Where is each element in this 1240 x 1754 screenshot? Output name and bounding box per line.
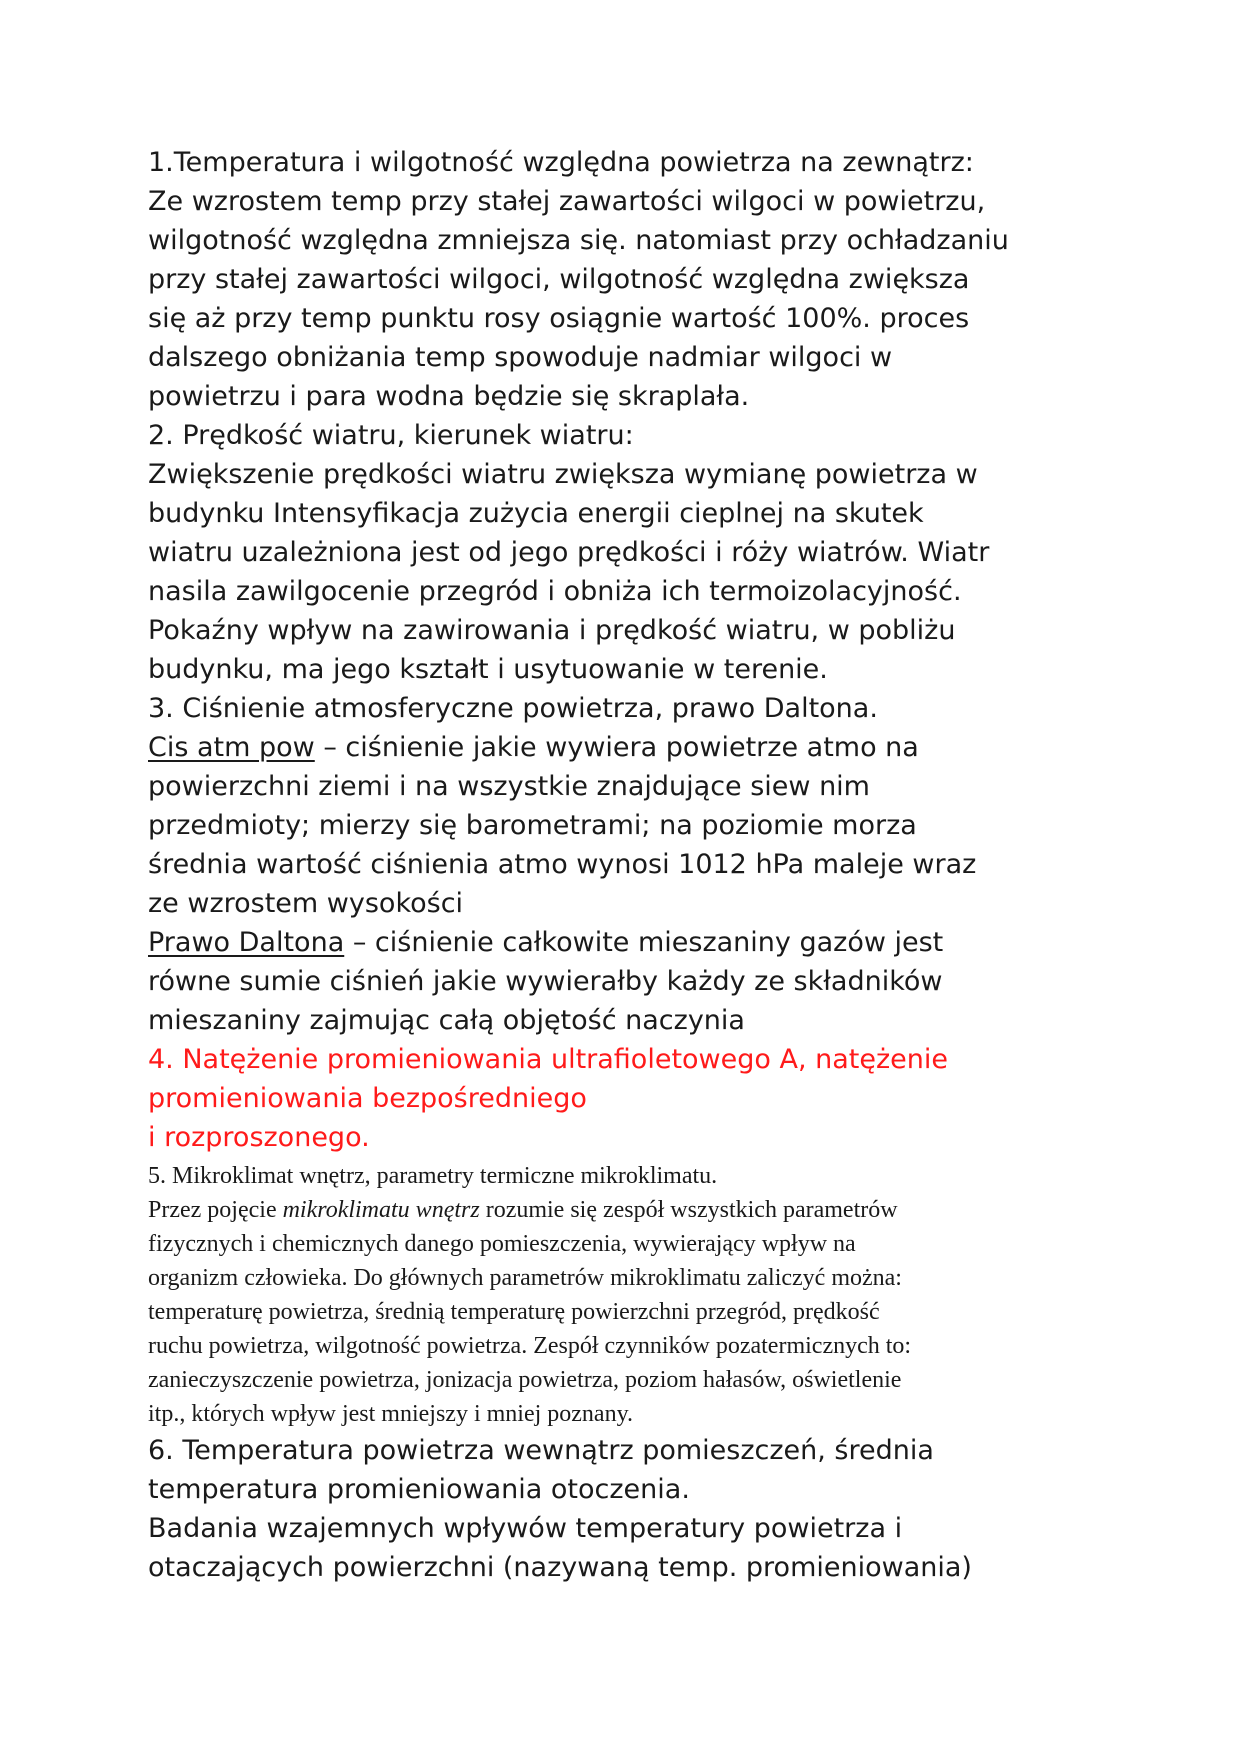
term-prawo-daltona: Prawo Daltona [148,927,345,958]
section-2-line: budynku, ma jego kształt i usytuowanie w terenie. [148,654,828,685]
section-1-line: powietrzu i para wodna będzie się skraplała. [148,381,750,412]
section-6-heading: 6. Temperatura powietrza wewnątrz pomieszczeń, średnia [148,1435,934,1466]
section-1-line: przy stałej zawartości wilgoci, wilgotność względna zwiększa [148,264,970,295]
section-1-line: wilgotność względna zmniejsza się. natomiast przy ochładzaniu [148,225,1009,256]
section-2-line: budynku Intensyfikacja zużycia energii cieplnej na skutek [148,498,924,529]
section-5-line: itp., których wpływ jest mniejszy i mniej poznany. [148,1401,634,1427]
section-2-line: nasila zawilgocenie przegród i obniża ich termoizolacyjność. [148,576,962,607]
section-3-heading: 3. Ciśnienie atmosferyczne powietrza, prawo Daltona. [148,693,878,724]
definition-text: – ciśnienie całkowite mieszaniny gazów jest [344,927,944,958]
section-2-line: wiatru uzależniona jest od jego prędkości i róży wiatrów. Wiatr [148,537,990,568]
section-4 [148,1040,1148,1157]
section-5 [148,1159,1148,1431]
section-2-heading: 2. Prędkość wiatru, kierunek wiatru: [148,420,634,451]
section-3 [148,689,1148,1040]
definition-text: – ciśnienie jakie wywiera powietrze atmo na [314,732,919,763]
emphasized-term: mikroklimatu wnętrz [282,1197,480,1223]
section-3-line: równe sumie ciśnień jakie wywierałby każdy ze składników [148,966,943,997]
section-3-definition-1 [148,728,1148,767]
section-5-heading: 5. Mikroklimat wnętrz, parametry termiczne mikroklimatu. [148,1163,718,1189]
section-4-line: promieniowania bezpośredniego [148,1083,587,1114]
section-5-line: fizycznych i chemicznych danego pomieszczenia, wywierający wpływ na [148,1231,856,1257]
section-1-heading: 1.Temperatura i wilgotność względna powietrza na zewnątrz: [148,147,974,178]
section-3-line: mieszaniny zajmując całą objętość naczynia [148,1005,745,1036]
section-6 [148,1431,1148,1587]
section-3-line: przedmioty; mierzy się barometrami; na poziomie morza [148,810,917,841]
section-5-line: temperaturę powietrza, średnią temperaturę powierzchni przegród, prędkość [148,1299,880,1325]
section-5-line [148,1193,1148,1227]
section-4-line: i rozproszonego. [148,1122,370,1153]
section-5-line: organizm człowieka. Do głównych parametrów mikroklimatu zaliczyć można: [148,1265,902,1291]
text-fragment: Przez pojęcie [148,1197,283,1223]
text-fragment: rozumie się zespół wszystkich parametrów [479,1197,898,1223]
section-6-line: otaczających powierzchni (nazywaną temp. promieniowania) [148,1552,972,1583]
section-3-definition-2 [148,923,1148,962]
section-1-line: Ze wzrostem temp przy stałej zawartości wilgoci w powietrzu, [148,186,986,217]
section-3-line: ze wzrostem wysokości [148,888,464,919]
section-2-line: Pokaźny wpływ na zawirowania i prędkość wiatru, w pobliżu [148,615,956,646]
section-1 [148,143,1148,416]
section-1-line: się aż przy temp punktu rosy osiągnie wartość 100%. proces [148,303,970,334]
section-2-line: Zwiększenie prędkości wiatru zwiększa wymianę powietrza w [148,459,978,490]
section-5-line: zanieczyszczenie powietrza, jonizacja powietrza, poziom hałasów, oświetlenie [148,1367,902,1393]
document-page [148,143,1148,1587]
section-6-line: Badania wzajemnych wpływów temperatury powietrza i [148,1513,903,1544]
section-6-line: temperatura promieniowania otoczenia. [148,1474,690,1505]
section-3-line: średnia wartość ciśnienia atmo wynosi 1012 hPa maleje wraz [148,849,977,880]
section-2 [148,416,1148,689]
term-cis-atm-pow: Cis atm pow [148,732,315,763]
section-1-line: dalszego obniżania temp spowoduje nadmiar wilgoci w [148,342,893,373]
section-3-line: powierzchni ziemi i na wszystkie znajdujące siew nim [148,771,870,802]
section-5-line: ruchu powietrza, wilgotność powietrza. Zespół czynników pozatermicznych to: [148,1333,912,1359]
section-4-heading: 4. Natężenie promieniowania ultrafioletowego A, natężenie [148,1044,948,1075]
